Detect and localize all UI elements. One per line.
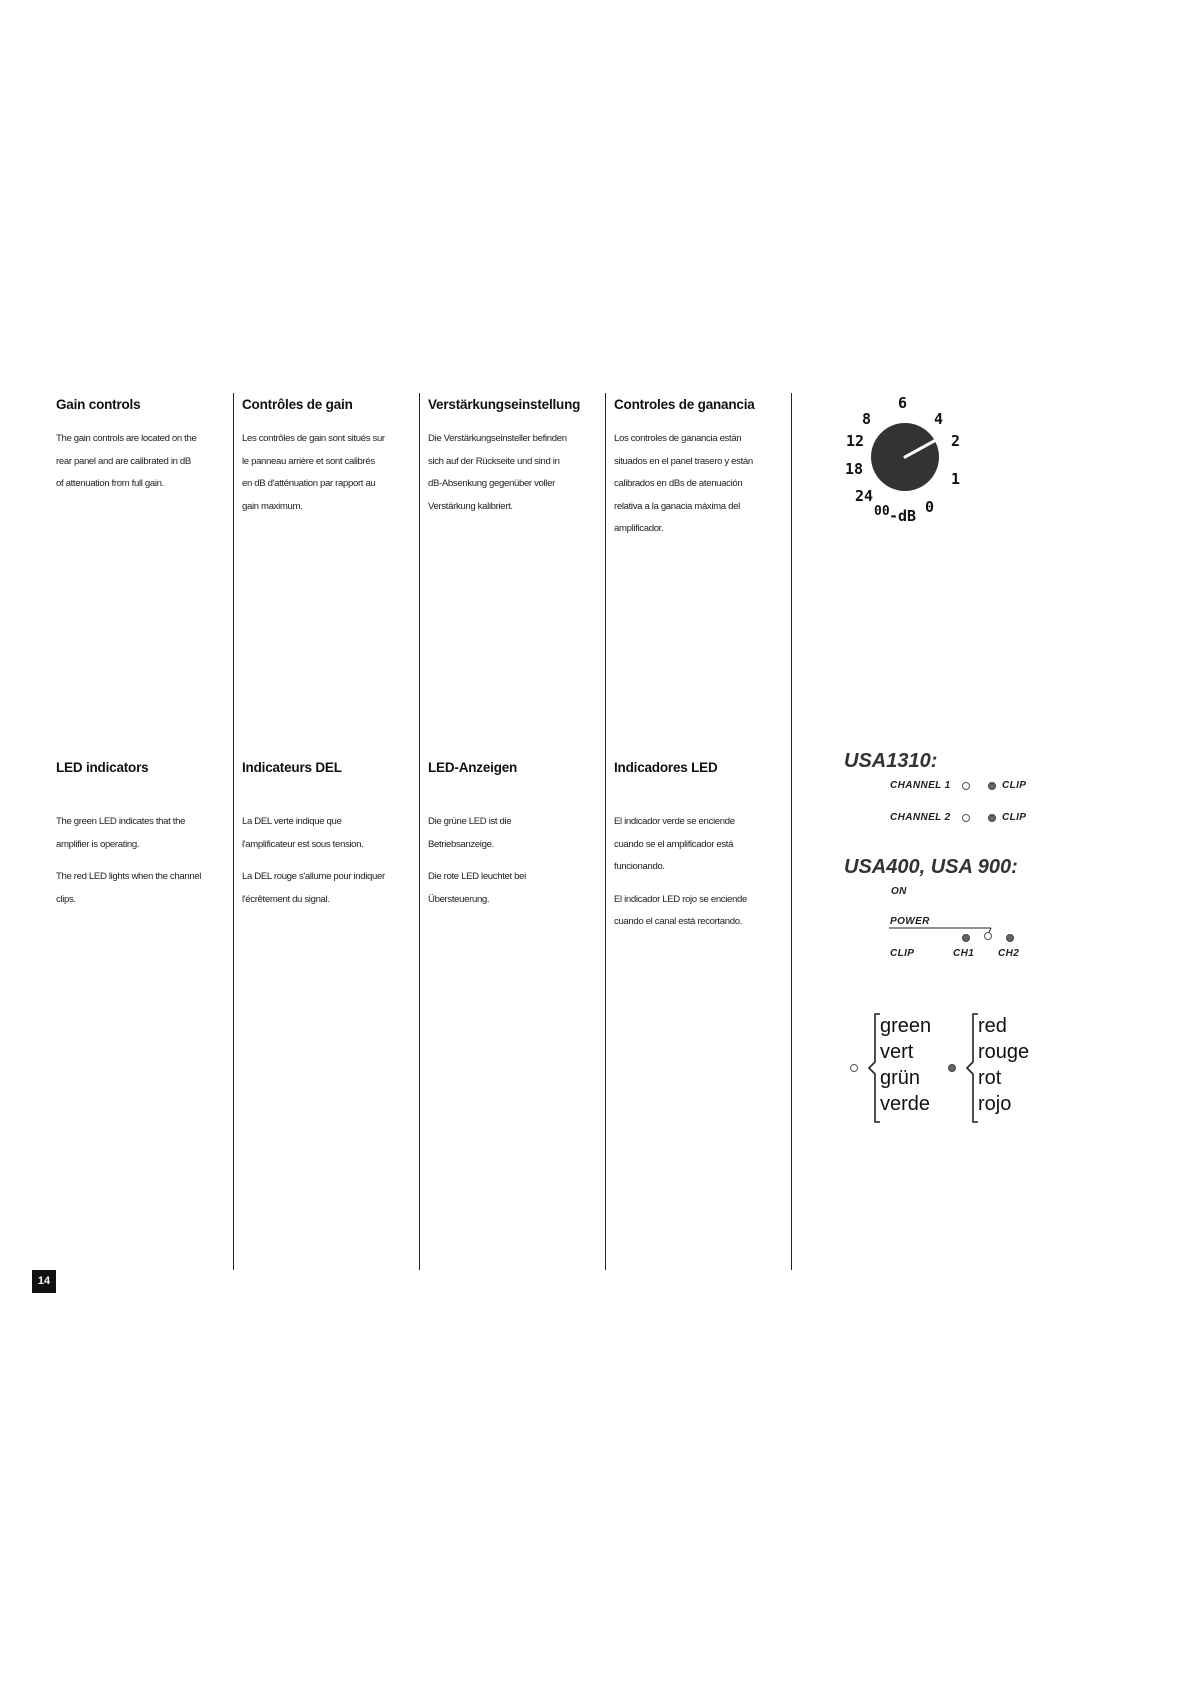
usa400-on-label: ON (891, 886, 907, 897)
legend-green-es: verde (880, 1093, 931, 1115)
text-line: The red LED lights when the channel (56, 871, 202, 882)
led-text-fr (242, 811, 414, 921)
text-line: l'amplificateur est sous tension. (242, 838, 364, 850)
gain-text-fr (242, 428, 414, 518)
heading-led-fr: Indicateurs DEL (242, 760, 342, 775)
text-line: Les contrôles de gain sont situés sur (242, 433, 385, 444)
heading-led-es: Indicadores LED (614, 760, 718, 775)
usa1310-channel2-label: CHANNEL 2 (890, 812, 951, 823)
paragraph (56, 811, 228, 856)
text-line: situados en el panel trasero y están (614, 455, 753, 467)
usa400-power-led (984, 932, 992, 940)
text-line: cuando se el amplificador está (614, 838, 734, 850)
text-line: Verstärkung kalibriert. (428, 500, 513, 512)
knob-label-1: 1 (951, 470, 961, 488)
usa1310-ch1-clip-led (988, 782, 996, 790)
legend-green-de: grün (880, 1067, 921, 1089)
usa400-ch1-label: CH1 (953, 948, 975, 959)
heading-gain-fr: Contrôles de gain (242, 397, 353, 412)
column-divider-4 (791, 393, 792, 1270)
text-line: La DEL verte indique que (242, 816, 342, 827)
text-line: le panneau arrière et sont calibrés (242, 455, 375, 467)
text-line: El indicador verde se enciende (614, 816, 735, 827)
paragraph (428, 811, 600, 856)
text-line: rear panel and are calibrated in dB (56, 455, 191, 467)
text-line: clips. (56, 893, 76, 905)
text-line: Die rote LED leuchtet bei (428, 871, 526, 882)
led-text-es (614, 811, 786, 944)
usa1310-ch2-green-led (962, 814, 970, 822)
heading-gain-de: Verstärkungseinstellung (428, 397, 581, 412)
knob-label-24: 24 (855, 487, 874, 505)
column-divider-1 (233, 393, 234, 1270)
text-line: sich auf der Rückseite und sind in (428, 455, 560, 467)
heading-gain-en: Gain controls (56, 397, 141, 412)
text-line: cuando el canal está recortando. (614, 916, 743, 927)
legend-green-fr: vert (880, 1041, 914, 1063)
gain-text-en (56, 428, 228, 496)
usa1310-ch1-green-led (962, 782, 970, 790)
knob-label-0: 0 (925, 498, 935, 516)
text-line: relativa a la ganacia máxima del (614, 500, 740, 512)
text-line: funcionando. (614, 861, 665, 872)
text-line: l'écrêtement du signal. (242, 893, 330, 905)
model-usa1310-title: USA1310: (844, 750, 938, 772)
text-line: Die Verstärkungseinsteller befinden (428, 433, 567, 444)
knob-label-6: 6 (898, 394, 908, 412)
gain-knob-figure (840, 390, 980, 530)
knob-label-12: 12 (846, 432, 865, 450)
text-line: The gain controls are located on the (56, 433, 197, 444)
text-line: The green LED indicates that the (56, 816, 186, 827)
paragraph (242, 811, 414, 856)
text-line: La DEL rouge s'allume pour indiquer (242, 871, 385, 882)
usa1310-channel1-label: CHANNEL 1 (890, 780, 951, 791)
led-text-en (56, 811, 228, 921)
usa400-ch1-clip-led (962, 934, 970, 942)
column-divider-3 (605, 393, 606, 1270)
text-line: calibrados en dBs de atenuación (614, 478, 743, 489)
knob-label-2: 2 (951, 432, 961, 450)
knob-label-8: 8 (862, 410, 872, 428)
paragraph (614, 811, 786, 879)
heading-led-en: LED indicators (56, 760, 149, 775)
text-line: of attenuation from full gain. (56, 478, 164, 489)
knob-label-db: -dB (889, 507, 917, 525)
text-line: El indicador LED rojo se enciende (614, 893, 747, 905)
legend-red-fr: rouge (978, 1041, 1030, 1063)
usa1310-ch1-clip-label: CLIP (1002, 780, 1027, 791)
column-divider-2 (419, 393, 420, 1270)
heading-gain-es: Controles de ganancia (614, 397, 755, 412)
usa400-power-label: POWER (890, 916, 930, 927)
gain-text-es (614, 428, 786, 541)
text-line: Betriebsanzeige. (428, 838, 494, 850)
page-number: 14 (32, 1270, 56, 1293)
text-line: Übersteuerung. (428, 893, 490, 905)
legend-red-led (948, 1064, 956, 1072)
text-line: en dB d'atténuation par rapport au (242, 478, 376, 489)
gain-text-de (428, 428, 600, 518)
text-line: amplificador. (614, 523, 664, 534)
knob-label-inf: 00 (874, 504, 890, 519)
model-usa400-title: USA400, USA 900: (844, 856, 1018, 878)
usa400-clip-label: CLIP (890, 948, 915, 959)
usa1310-ch2-clip-led (988, 814, 996, 822)
paragraph (242, 866, 414, 911)
legend-red-en: red (978, 1015, 1007, 1037)
text-line: gain maximum. (242, 500, 303, 512)
text-line: Los controles de ganancia están (614, 433, 742, 444)
legend-red-de: rot (978, 1067, 1002, 1089)
paragraph (428, 866, 600, 911)
text-line: amplifier is operating. (56, 838, 140, 850)
usa400-power-underline (888, 922, 996, 938)
knob-label-18: 18 (845, 460, 864, 478)
paragraph (614, 889, 786, 934)
led-text-de (428, 811, 600, 921)
usa400-ch2-clip-led (1006, 934, 1014, 942)
paragraph (56, 866, 228, 911)
legend-green-led (850, 1064, 858, 1072)
usa1310-ch2-clip-label: CLIP (1002, 812, 1027, 823)
heading-led-de: LED-Anzeigen (428, 760, 518, 775)
knob-label-4: 4 (934, 410, 944, 428)
legend-green-en: green (880, 1015, 932, 1037)
text-line: dB-Absenkung gegenüber voller (428, 478, 555, 489)
text-line: Die grüne LED ist die (428, 816, 512, 827)
legend-red-es: rojo (978, 1093, 1012, 1115)
usa400-ch2-label: CH2 (998, 948, 1020, 959)
